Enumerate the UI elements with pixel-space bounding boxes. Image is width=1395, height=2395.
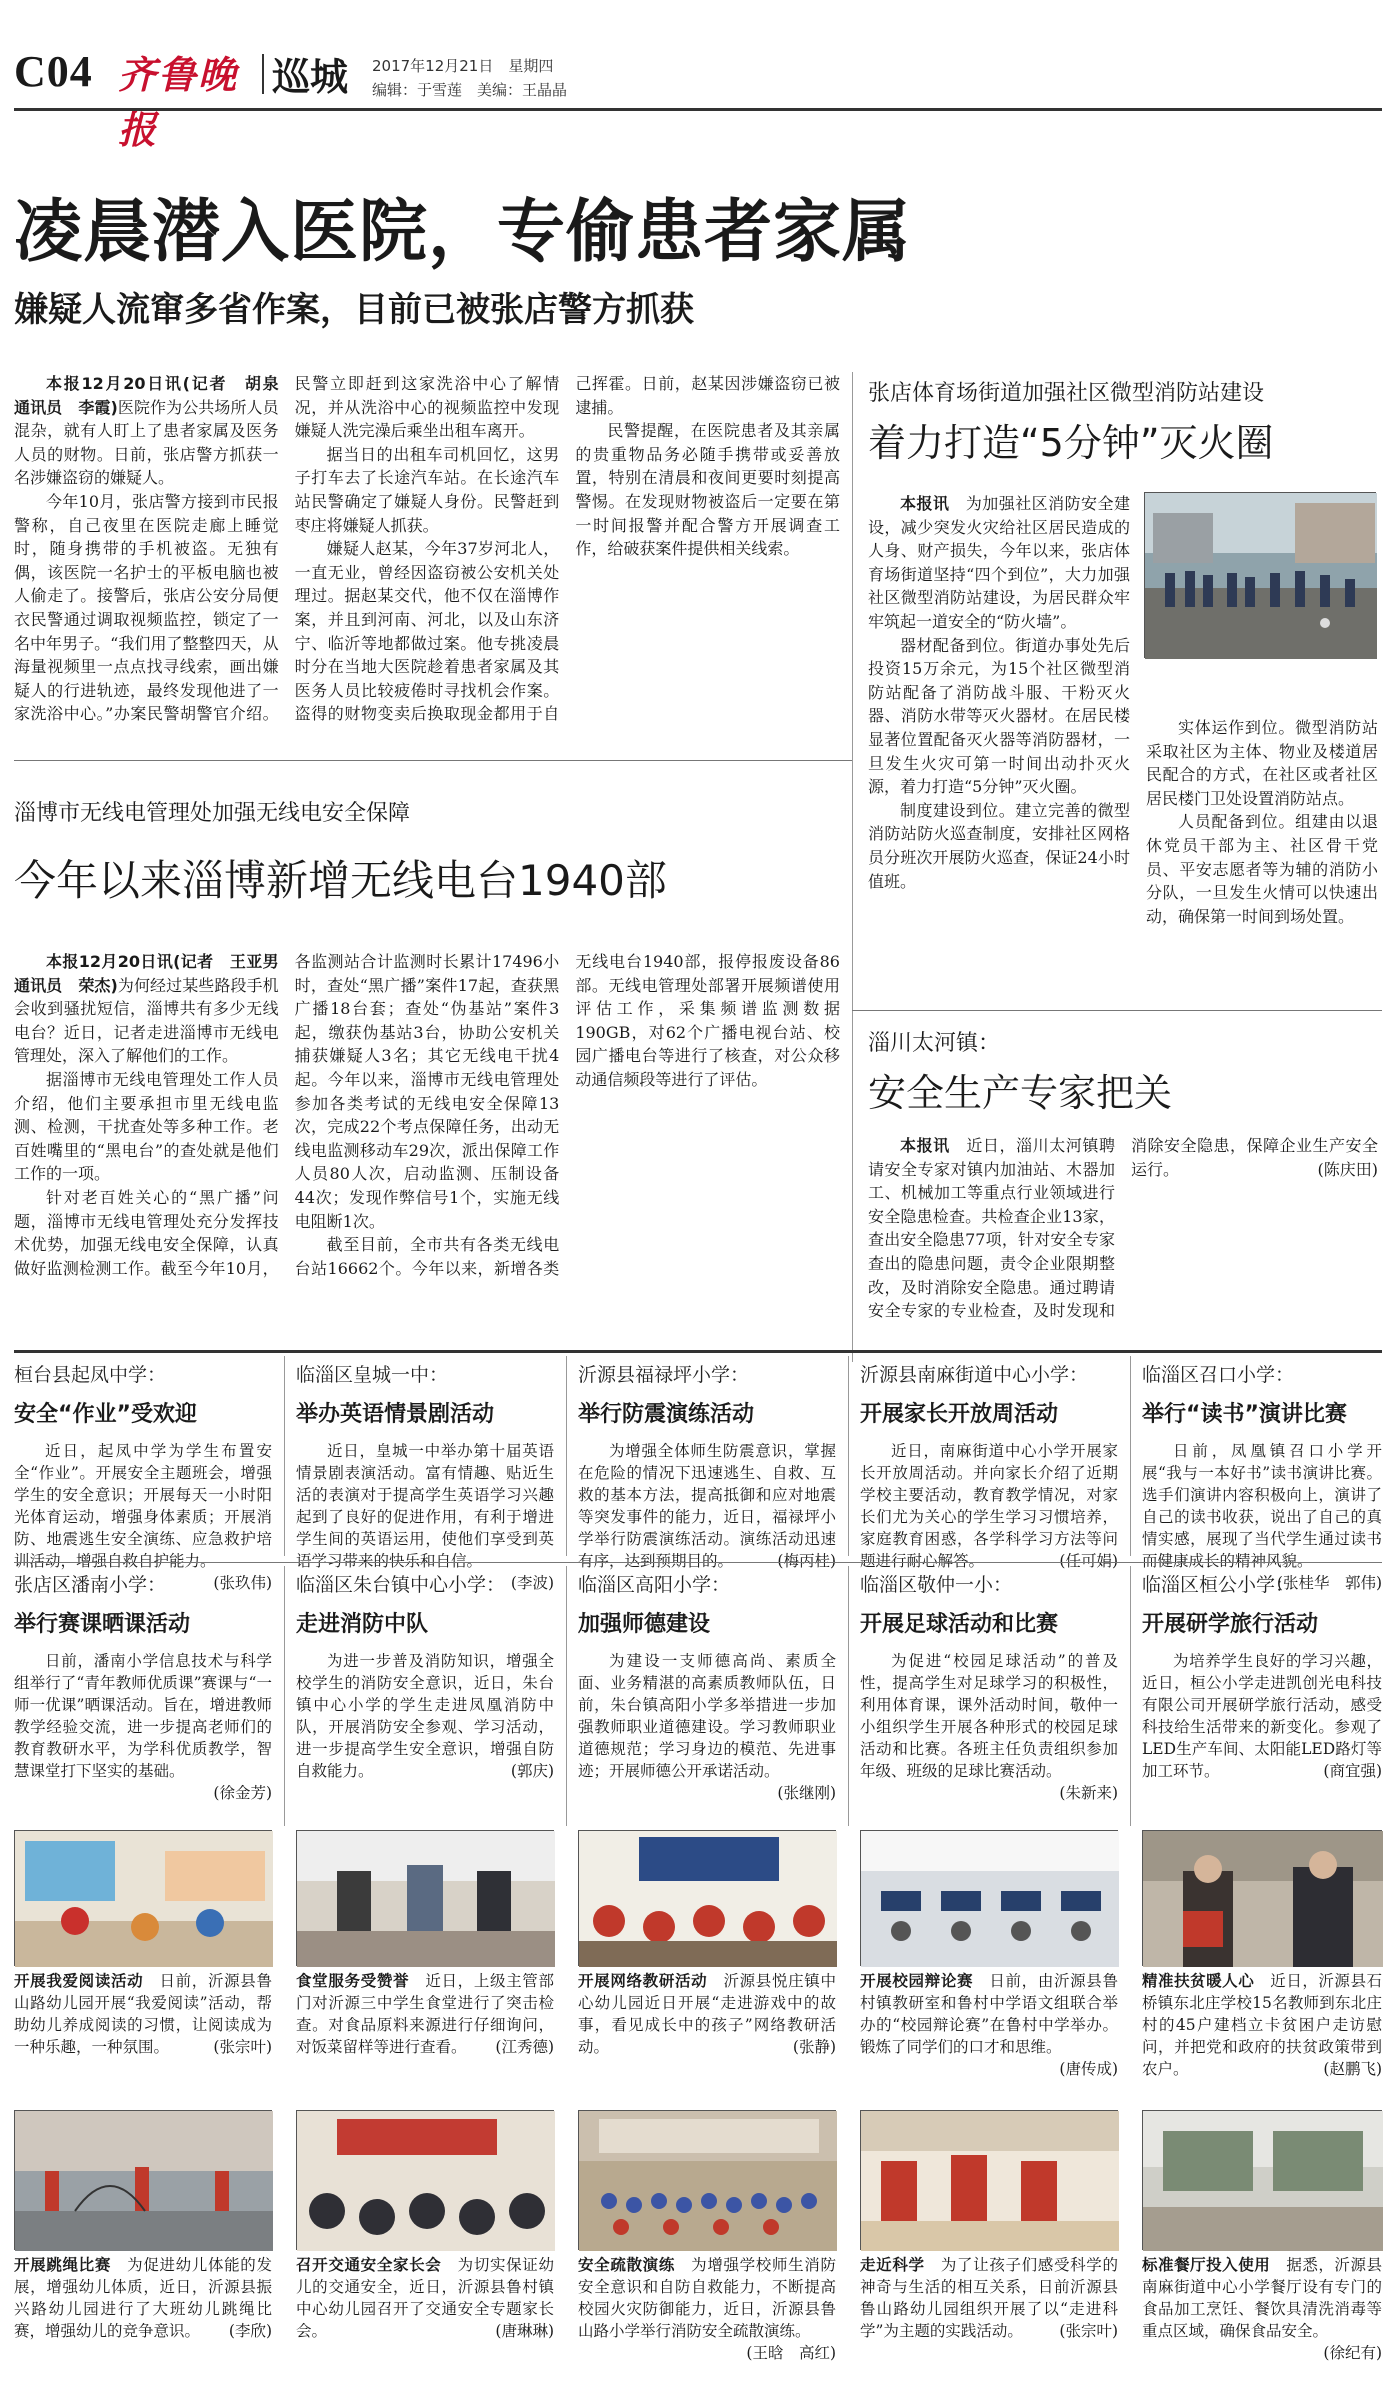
radio-kicker: 淄博市无线电管理处加强无线电安全保障 xyxy=(14,801,411,826)
school-brief xyxy=(1142,1566,1382,1826)
lead-paragraph: 医院作为公共场所人员混杂，就有人盯上了患者家属及医务人员的财物。日前，张店警方抓获一名涉嫌盗窃的嫌疑人。 xyxy=(14,397,279,488)
radio-paragraph: 为何经过某些路段手机会收到骚扰短信，淄博共有多少无线电台？近日，记者走进淄博市无线电管理处，深入了解他们的工作。 xyxy=(14,975,279,1066)
brief-author: (郭庆) xyxy=(510,1762,554,1780)
debate-contest-photo xyxy=(860,1830,1118,1966)
caption-author: (张静) xyxy=(792,2038,836,2056)
brief-title: 开展足球活动和比赛 xyxy=(860,1612,1059,1637)
reading-activity-photo xyxy=(14,1830,272,1966)
caption-title: 开展我爱阅读活动 xyxy=(14,1972,144,1990)
brief-author: (任可娟) xyxy=(1059,1552,1118,1570)
brief-title: 举办英语情景剧活动 xyxy=(296,1402,495,1427)
fire-paragraph: 实体运作到位。微型消防站采取社区为主体、物业及楼道居民配合的方式，在社区或者社区居民楼门卫处设置消防站点。 xyxy=(1146,718,1378,808)
brief-body: 近日，南麻街道中心小学开展家长开放周活动。并向家长介绍了近期学校主要活动，教育教学情况，对家长们尤为关心的学生学习习惯培养，家庭教育困惑，各学科学习方法等问题进行耐心解答。 xyxy=(860,1442,1118,1570)
poverty-relief-photo xyxy=(1142,1830,1382,1966)
caption-title: 精准扶贫暖人心 xyxy=(1142,1972,1255,1990)
newspaper-logo: 齐鲁晚报 xyxy=(118,52,239,152)
brief-author: (朱新来) xyxy=(1059,1784,1118,1802)
taihe-paragraph: 近日，淄川太河镇聘请安全专家对镇内加油站、木器加工、机械加工等重点行业领域进行安全隐患检查。共检查企业13家，查出安全隐患77项，针对安全专家查出的隐患问题，责令企业限期整改，及时消除安全隐患。通过聘请安全专家的专业检查，及时发现和消除安全隐患，保障企业生产安全运行。 xyxy=(868,1136,1378,1321)
caption-body: 为切实保证幼儿的交通安全，近日，沂源县鲁村镇中心幼儿园召开了交通安全专题家长会。 xyxy=(296,2256,554,2340)
caption-author: (唐传成) xyxy=(1059,2060,1118,2078)
caption-author: (李欣) xyxy=(228,2322,272,2340)
caption-author: (张宗叶) xyxy=(213,2038,272,2056)
radio-article xyxy=(14,950,840,1286)
science-activity-photo xyxy=(860,2110,1118,2250)
taihe-dateline: 本报讯 xyxy=(900,1136,950,1155)
brief-author: (商宜强) xyxy=(1323,1762,1382,1780)
lead-headline: 凌晨潜入医院，专偷患者家属 xyxy=(14,193,912,272)
brief-title: 走进消防中队 xyxy=(296,1612,429,1637)
school-name: 桓台县起凤中学： xyxy=(14,1364,167,1386)
brief-body: 近日，起凤中学为学生布置安全“作业”。开展安全主题班会，增强学生的安全意识；开展每天一小时阳光体育运动，增强身体素质；开展消防、地震逃生安全演练、应急救护培训活动，增强自救自护能力。 xyxy=(14,1442,272,1570)
brief-title: 加强师德建设 xyxy=(578,1612,711,1637)
radio-paragraph: 据淄博市无线电管理处工作人员介绍，他们主要承担市里无线电监测、检测，干扰查处等多种工作。老百姓嘴里的“黑电台”的查处就是他们工作的一项。 xyxy=(14,1069,279,1184)
lead-paragraph: 据当日的出租车司机回忆，这男子打车去了长途汽车站。在长途汽车站民警确定了嫌疑人身份。民警赶到枣庄将嫌疑人抓获。 xyxy=(294,444,560,535)
school-brief xyxy=(14,1566,272,1826)
school-name: 临淄区高阳小学： xyxy=(578,1574,731,1596)
caption-author: (王晗 高红) xyxy=(746,2344,836,2362)
caption-body: 为了让孩子们感受科学的神奇与生活的相互关系，日前沂源县鲁山路幼儿园组织开展了以“走进科学”为主题的实践活动。 xyxy=(860,2256,1118,2340)
issue-date: 2017年12月21日 星期四 xyxy=(372,57,554,75)
caption-title: 安全疏散演练 xyxy=(578,2256,675,2274)
caption-author: (江秀德) xyxy=(495,2038,554,2056)
canteen-photo xyxy=(1142,2110,1382,2250)
school-name: 临淄区朱台镇中心小学： xyxy=(296,1574,506,1596)
school-name: 沂源县福禄坪小学： xyxy=(578,1364,750,1386)
rope-skipping-photo xyxy=(14,2110,272,2250)
brief-body: 日前，潘南小学信息技术与科学组举行了“青年教师优质课”赛课与“一师一优课”晒课活动。旨在，增进教师教学经验交流，进一步提高老师们的教育教研水平，为学科优质教学，智慧课堂打下坚实的基础。 xyxy=(14,1652,272,1780)
fire-kicker: 张店体育场街道加强社区微型消防站建设 xyxy=(868,381,1265,406)
brief-body: 日前，凤凰镇召口小学开展“我与一本好书”读书演讲比赛。选手们演讲内容积极向上，演讲了自己的读书收获，说出了自己的真情实感，展现了当代学生通过读书而健康成长的精神风貌。 xyxy=(1142,1442,1382,1570)
caption-title: 开展跳绳比赛 xyxy=(14,2256,111,2274)
caption-title: 召开交通安全家长会 xyxy=(296,2256,442,2274)
photo-caption xyxy=(578,2254,836,2374)
lead-article xyxy=(14,372,840,732)
radio-dateline: 本报12月20日讯(记者 王亚男 通讯员 荣杰) xyxy=(14,952,295,995)
brief-title: 举行赛课晒课活动 xyxy=(14,1612,191,1637)
brief-body: 为培养学生良好的学习兴趣，近日，桓公小学走进凯创光电科技有限公司开展研学旅行活动，感受科技给生活带来的新变化。参观了LED生产车间、太阳能LED路灯等加工环节。 xyxy=(1142,1652,1382,1780)
school-name: 临淄区召口小学： xyxy=(1142,1364,1295,1386)
brief-author: (张桂华 郭伟) xyxy=(1276,1574,1382,1592)
photo-caption xyxy=(860,2254,1118,2374)
brief-body: 为进一步普及消防知识，增强全校学生的消防安全意识，近日，朱台镇中心小学的学生走进凤凰消防中队，开展消防安全参观、学习活动，进一步提高学生安全意识，增强自防自救能力。 xyxy=(296,1652,554,1780)
caption-body: 日前，沂源县鲁山路幼儿园开展“我爱阅读”活动，帮助幼儿养成阅读的习惯，让阅读成为一种乐趣，一种氛围。 xyxy=(14,1972,272,2056)
fire-paragraph: 为加强社区消防安全建设，减少突发火灾给社区居民造成的人身、财产损失，今年以来，张店体育场街道坚持“四个到位”，大力加强社区微型消防站建设，为居民群众牢牢筑起一道安全的“防火墙”。 xyxy=(868,494,1130,631)
radio-paragraph: 针对老百姓关心的“黑广播”问题，淄博市无线电管理处充分发挥技术优势，加强无线电安全保障，认真做好监测检测工作。截至今年10月，各监测站合计监测时长累计17496小时，查处“黑广播”案件17起，查获黑广播18台套；查处“伪基站”案件3起，缴获伪基站3台，协助公安机关捕获嫌疑人3名；其它无线电干扰4起。今年以来，淄博市无线电管理处参加各类考试的无线电安全保障13次，完成22个考点保障任务，出动无线电监测移动车29次，派出保障工作人员80人次，启动监测、压制设备44次；发现作弊信号1个，实施无线电阻断1次。 xyxy=(14,952,560,1278)
caption-title: 食堂服务受赞誉 xyxy=(296,1972,410,1990)
photo-caption xyxy=(1142,2254,1382,2374)
fire-article xyxy=(868,492,1378,992)
brief-title: 安全“作业”受欢迎 xyxy=(14,1402,197,1427)
section-name: 巡城 xyxy=(272,55,349,99)
fire-paragraph: 人员配备到位。组建由以退休党员干部为主、社区骨干党员、平安志愿者等为辅的消防小分队，一旦发生火情可以快速出动，确保第一时间到场处置。 xyxy=(1146,812,1378,926)
school-name: 临淄区敬仲一小： xyxy=(860,1574,1013,1596)
caption-author: (赵鹏飞) xyxy=(1323,2060,1382,2078)
brief-author: (徐金芳) xyxy=(213,1784,272,1802)
taihe-article xyxy=(868,1134,1378,1334)
parent-meeting-photo xyxy=(296,2110,554,2250)
lead-paragraph: 嫌疑人赵某，今年37岁河北人，一直无业，曾经因盗窃被公安机关处理过。据赵某交代，他不仅在淄博作案，并且到河南、河北，以及山东济宁、临沂等地都做过案。他专挑凌晨时分在当地大医院趁着患者家属及其医务人员比较疲倦时寻找机会作案。盗得的财物变卖后换取现金都用于自己挥霍。日前，赵某因涉嫌盗窃已被逮捕。 xyxy=(294,374,840,724)
school-name: 临淄区皇城一中： xyxy=(296,1364,449,1386)
lead-dateline: 本报12月20日讯(记者 胡泉 通讯员 李霞) xyxy=(14,374,295,417)
caption-author: (徐纪有) xyxy=(1323,2344,1382,2362)
caption-author: (张宗叶) xyxy=(1059,2322,1118,2340)
brief-body: 为增强全体师生防震意识，掌握在危险的情况下迅速逃生、自救、互救的基本方法，提高抵御和应对地震等突发事件的能力，近日，福禄坪小学举行防震演练活动。演练活动迅速有序，达到预期目的。 xyxy=(578,1442,836,1570)
lead-paragraph: 今年10月，张店警方接到市民报警称，自己夜里在医院走廊上睡觉时，随身携带的手机被盗。无独有偶，该医院一名护士的平板电脑也被人偷走了。接警后，张店公安分局便衣民警通过调取视频监控，锁定了一名中年男子。“我们用了整整四天，从海量视频里一点点找寻线索，画出嫌疑人的行进轨迹，最终发现他进了一家洗浴中心。”办案民警胡警官介绍。民警立即赶到这家洗浴中心了解情况，并从洗浴中心的视频监控中发现嫌疑人洗完澡后乘坐出租车离开。 xyxy=(14,374,560,724)
caption-body: 沂源县悦庄镇中心幼儿园近日开展“走进游戏中的故事，看见成长中的孩子”网络教研活动。 xyxy=(578,1972,836,2056)
taihe-headline: 安全生产专家把关 xyxy=(868,1071,1173,1115)
school-name: 沂源县南麻街道中心小学： xyxy=(860,1364,1089,1386)
brief-author: (张玖伟) xyxy=(213,1574,272,1592)
school-brief xyxy=(296,1566,554,1826)
school-brief xyxy=(860,1566,1118,1826)
editors: 编辑：于雪莲 美编：王晶晶 xyxy=(372,81,568,99)
school-brief xyxy=(578,1356,836,1570)
school-brief xyxy=(578,1566,836,1826)
school-name: 张店区潘南小学： xyxy=(14,1574,167,1596)
lead-paragraph: 民警提醒，在医院患者及其亲属的贵重物品务必随手携带或妥善放置，特别在清晨和夜间更要时刻提高警惕。在发现财物被盗后一定要在第一时间报警并配合警方开展调查工作，给破获案件提供相关线索。 xyxy=(575,421,840,559)
caption-body: 为促进幼儿体能的发展，增强幼儿体质，近日，沂源县振兴路幼儿园进行了大班幼儿跳绳比赛，增强幼儿的竞争意识。 xyxy=(14,2256,272,2340)
brief-author: (梅丙桂) xyxy=(777,1552,836,1570)
photo-caption xyxy=(1142,1970,1382,2090)
photo-caption xyxy=(296,2254,554,2374)
taihe-kicker: 淄川太河镇： xyxy=(868,1031,1001,1056)
caption-body: 据悉，沂源县南麻街道中心小学餐厅设有专门的食品加工烹饪、餐饮具清洗消毒等重点区域，确保食品安全。 xyxy=(1142,2256,1382,2340)
canteen-inspection-photo xyxy=(296,1830,554,1966)
caption-title: 标准餐厅投入使用 xyxy=(1142,2256,1271,2274)
caption-body: 日前，由沂源县鲁村镇教研室和鲁村中学语文组联合举办的“校园辩论赛”在鲁村中学举办。锻炼了同学们的口才和思维。 xyxy=(860,1972,1118,2056)
brief-author: (张继刚) xyxy=(777,1784,836,1802)
caption-title: 走近科学 xyxy=(860,2256,925,2274)
brief-author: (李波) xyxy=(510,1574,554,1592)
online-teaching-photo xyxy=(578,1830,836,1966)
caption-title: 开展网络教研活动 xyxy=(578,1972,708,1990)
radio-paragraph: 截至目前，全市共有各类无线电台站16662个。今年以来，新增各类无线电台1940部，报停报废设备86部。无线电管理处部署开展频谱使用评估工作，采集频谱监测数据190GB，对62个广播电视台站、校园广播电台等进行了核查，对公众移动通信频段等进行了评估。 xyxy=(294,952,840,1278)
caption-body: 近日，上级主管部门对沂源三中学生食堂进行了突击检查。对食品原料来源进行仔细询问，对饭菜留样等进行查看。 xyxy=(296,1972,554,2056)
photo-caption xyxy=(14,2254,272,2374)
photo-caption xyxy=(296,1970,554,2090)
fire-headline: 着力打造“5分钟”灭火圈 xyxy=(868,421,1274,465)
brief-body: 为促进“校园足球活动”的普及性，提高学生对足球学习的积极性，利用体育课，课外活动时间，敬仲一小组织学生开展各种形式的校园足球活动和比赛。各班主任负责组织参加年级、班级的足球比赛活动。 xyxy=(860,1652,1118,1780)
fire-paragraph: 器材配备到位。街道办事处先后投资15万余元，为15个社区微型消防站配备了消防战斗服、干粉灭火器、消防水带等灭火器材。在居民楼显著位置配备灭火器等消防器材，一旦发生火灾可第一时间出动扑灭火源，着力打造“5分钟”灭火圈。 xyxy=(868,635,1130,797)
school-name: 临淄区桓公小学： xyxy=(1142,1574,1295,1596)
brief-title: 举行防震演练活动 xyxy=(578,1402,755,1427)
taihe-author: (陈庆田) xyxy=(1317,1159,1378,1179)
brief-title: 开展研学旅行活动 xyxy=(1142,1612,1319,1637)
lead-subhead: 嫌疑人流窜多省作案，目前已被张店警方抓获 xyxy=(14,290,694,330)
photo-caption xyxy=(860,1970,1118,2090)
page-number: C04 xyxy=(14,47,93,96)
radio-headline: 今年以来淄博新增无线电台1940部 xyxy=(14,856,667,905)
evacuation-drill-photo xyxy=(578,2110,836,2250)
brief-body: 近日，皇城一中举办第十届英语情景剧表演活动。富有情趣、贴近生活的表演对于提高学生英语学习兴趣起到了良好的促进作用，有利于增进学生间的英语运用，使他们享受到英语学习带来的快乐和自信。 xyxy=(296,1442,554,1570)
caption-author: (唐琳琳) xyxy=(495,2322,554,2340)
caption-body: 近日，沂源县石桥镇东北庄学校15名教师到东北庄村的45户建档立卡贫困户走访慰问，并把党和政府的扶贫政策带到农户。 xyxy=(1142,1972,1382,2078)
caption-body: 为增强学校师生消防安全意识和自防自救能力，不断提高校园火灾防御能力，近日，沂源县鲁山路小学举行消防安全疏散演练。 xyxy=(578,2256,836,2340)
school-brief xyxy=(860,1356,1118,1570)
fire-dateline: 本报讯 xyxy=(900,494,950,513)
brief-body: 为建设一支师德高尚、素质全面、业务精湛的高素质教师队伍，日前，朱台镇高阳小学多举措进一步加强教师职业道德建设。学习教师职业道德规范；学习身边的模范、先进事迹；开展师德公开承诺活动。 xyxy=(578,1652,836,1780)
fire-paragraph: 制度建设到位。建立完善的微型消防站防火巡查制度，安排社区网格员分班次开展防火巡查，保证24小时值班。 xyxy=(868,800,1130,891)
photo-caption xyxy=(14,1970,272,2090)
brief-title: 举行“读书”演讲比赛 xyxy=(1142,1402,1347,1427)
brief-title: 开展家长开放周活动 xyxy=(860,1402,1059,1427)
caption-title: 开展校园辩论赛 xyxy=(860,1972,974,1990)
photo-caption xyxy=(578,1970,836,2090)
